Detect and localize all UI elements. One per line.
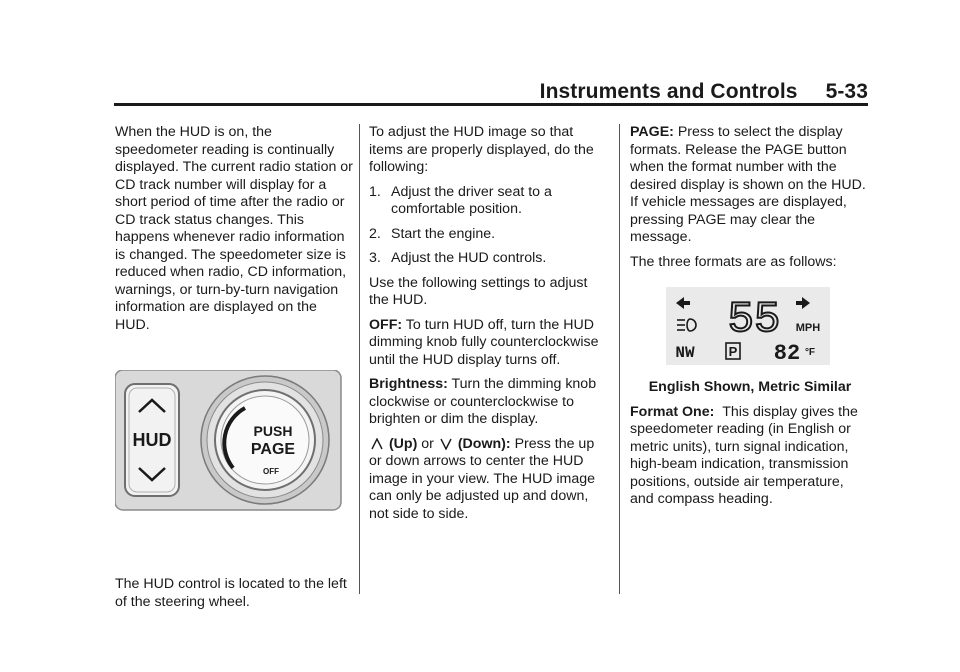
brightness-setting: Brightness: Turn the dimming knob clockwise or counterclockwise to brighten or dim the display. — [369, 376, 597, 427]
down-arrow-icon — [440, 438, 452, 450]
page-setting: PAGE: Press to select the display formats. Release the PAGE button when the format number with the desired display is shown on the HUD. If vehicle messages are displayed, pressing PAGE may clear the message. — [630, 124, 866, 245]
knob-push-label: PUSH — [253, 423, 293, 439]
column-2 — [369, 124, 609, 530]
hud-gear: P — [728, 344, 738, 359]
hud-temperature: 82 — [773, 341, 801, 366]
column-3 — [630, 124, 870, 516]
hud-intro-paragraph: When the HUD is on, the speedometer reading is continually displayed. The current radio station or CD track number will display for a short period of time after the radio or CD track status changes. This happens whenever radio information is changed. The speedometer size is reduced when radio, CD information, warnings, or turn-by-turn navigation information are displayed on the HUD. — [115, 124, 353, 333]
settings-intro: Use the following settings to adjust the HUD. — [369, 274, 588, 308]
step-2: 2. Start the engine. — [369, 225, 496, 242]
knob-page-label: PAGE — [250, 441, 296, 458]
hud-control-figure — [115, 370, 355, 570]
section-title: Instruments and Controls — [539, 80, 798, 103]
hud-speed: 55 — [727, 295, 781, 345]
adjust-intro: To adjust the HUD image so that items are properly displayed, do the following: — [369, 124, 594, 175]
hud-display-figure — [630, 287, 870, 379]
hud-switch-label: HUD — [132, 430, 172, 450]
page-header — [540, 80, 868, 104]
format-one: Format One: This display gives the speedometer reading (in English or metric units), turn signal indication, high-beam indication, transmission positions, outside air temperature, and compass heading. — [630, 403, 858, 507]
page-number: 5-33 — [825, 80, 868, 103]
formats-intro: The three formats are as follows: — [630, 253, 837, 270]
figure-caption: English Shown, Metric Similar — [648, 379, 852, 395]
header-rule — [114, 103, 868, 106]
column-divider-1 — [359, 124, 360, 594]
hud-speed-unit: MPH — [795, 322, 821, 334]
step-3: 3. Adjust the HUD controls. — [369, 250, 547, 266]
column-1 — [115, 124, 355, 618]
knob-off-label: OFF — [263, 467, 279, 476]
hud-location-paragraph: The HUD control is located to the left of the steering wheel. — [115, 576, 347, 610]
up-arrow-icon — [371, 438, 383, 450]
hud-compass: NW — [675, 344, 695, 362]
hud-temperature-unit: °F — [804, 347, 816, 358]
step-1: 1. Adjust the driver seat to a comfortable position. — [369, 183, 552, 217]
updown-setting: (Up) or (Down): Press the up or down arrows to center the HUD image in your view. The HUD image can only be adjusted up and down, not side to side. — [369, 435, 596, 522]
column-divider-2 — [619, 124, 620, 594]
off-setting: OFF: To turn HUD off, turn the HUD dimming knob fully counterclockwise until the HUD display turns off. — [369, 316, 599, 368]
